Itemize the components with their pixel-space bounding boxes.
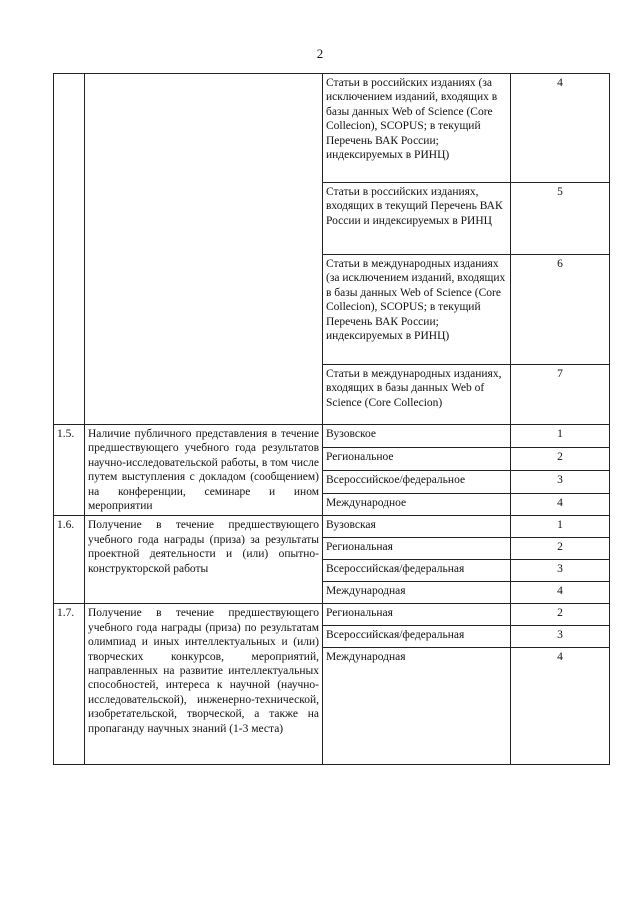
category-cell: Всероссийская/федеральная xyxy=(323,626,511,648)
page-number: 2 xyxy=(316,46,324,61)
points-cell: 3 xyxy=(511,626,610,648)
category-cell: Всероссийское/федеральное xyxy=(323,470,511,493)
description-cell xyxy=(85,74,323,425)
category-cell: Вузовское xyxy=(323,425,511,448)
points-cell: 2 xyxy=(511,604,610,626)
category-cell: Региональная xyxy=(323,538,511,560)
points-cell: 6 xyxy=(511,255,610,365)
row-number-cell: 1.5. xyxy=(54,425,85,516)
table-row xyxy=(54,425,610,448)
criteria-table xyxy=(53,73,610,765)
points-cell: 1 xyxy=(511,425,610,448)
points-cell: 4 xyxy=(511,582,610,604)
category-cell: Статьи в российских изданиях, входящих в текущий Перечень ВАК России и индексируемых в РИНЦ xyxy=(323,183,511,255)
row-number-cell: 1.6. xyxy=(54,516,85,604)
description-cell: Наличие публичного представления в течение предшествующего учебного года результатов научно-исследовательской работы, в том числе путем выступления с докладом (сообщением) на конференции, семинаре и ином мероприятии xyxy=(85,425,323,516)
category-cell: Международное xyxy=(323,493,511,516)
category-cell: Международная xyxy=(323,582,511,604)
row-number-cell xyxy=(54,74,85,425)
category-cell: Региональная xyxy=(323,604,511,626)
points-cell: 5 xyxy=(511,183,610,255)
points-cell: 4 xyxy=(511,493,610,516)
points-cell: 1 xyxy=(511,516,610,538)
points-cell: 7 xyxy=(511,365,610,425)
points-cell: 2 xyxy=(511,538,610,560)
description-cell: Получение в течение предшествующего учебного года награды (приза) за результаты проектной деятельности и (или) опытно-конструкторской работы xyxy=(85,516,323,604)
table-row xyxy=(54,74,610,183)
row-number-cell: 1.7. xyxy=(54,604,85,765)
table-row xyxy=(54,604,610,626)
category-cell: Международная xyxy=(323,648,511,765)
category-cell: Статьи в российских изданиях (за исключением изданий, входящих в базы данных Web of Science (Core Collecion), SCOPUS; в текущий Перечень ВАК России; индексируемых в РИНЦ) xyxy=(323,74,511,183)
table-row xyxy=(54,516,610,538)
points-cell: 4 xyxy=(511,74,610,183)
points-cell: 3 xyxy=(511,560,610,582)
category-cell: Статьи в международных изданиях (за исключением изданий, входящих в базы данных Web of Science (Core Collecion), SCOPUS; в текущий Перечень ВАК России; индексируемых в РИНЦ) xyxy=(323,255,511,365)
category-cell: Всероссийская/федеральная xyxy=(323,560,511,582)
category-cell: Региональное xyxy=(323,447,511,470)
category-cell: Вузовская xyxy=(323,516,511,538)
description-cell: Получение в течение предшествующего учебного года награды (приза) по результатам олимпиад и иных интеллектуальных и (или) творческих конкурсов, мероприятий, направленных на развитие интеллектуальных способностей, интереса к научной (научно-исследовательской), инженерно-технической, изобретательской, творческой, а также на пропаганду научных знаний (1-3 места) xyxy=(85,604,323,765)
points-cell: 4 xyxy=(511,648,610,765)
category-cell: Статьи в международных изданиях, входящих в базы данных Web of Science (Core Collecion) xyxy=(323,365,511,425)
points-cell: 3 xyxy=(511,470,610,493)
points-cell: 2 xyxy=(511,447,610,470)
